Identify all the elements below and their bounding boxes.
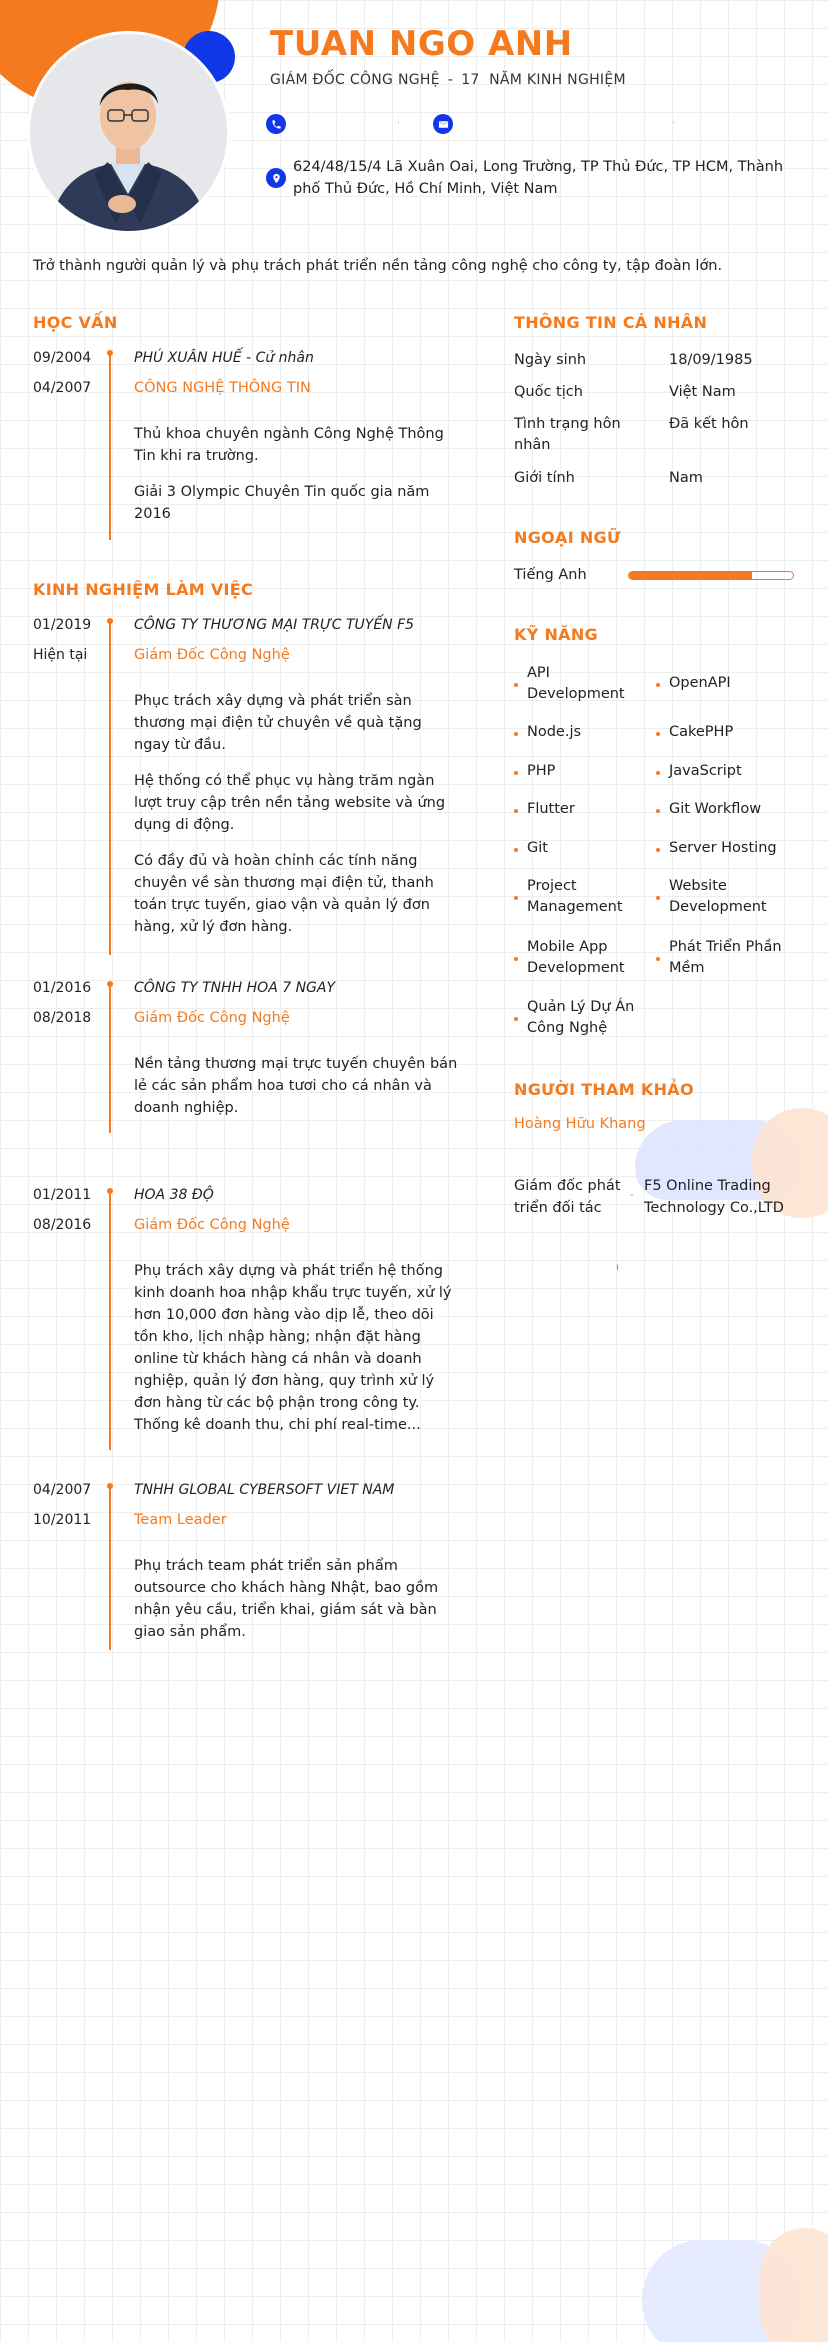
- education-detail: Thủ khoa chuyên ngành Công Nghệ Thông Tin khi ra trường.: [134, 426, 444, 464]
- skill-item: Flutter: [527, 801, 575, 817]
- skill-bullet: [514, 1017, 518, 1021]
- separator: -: [447, 72, 454, 88]
- job-role: Team Leader: [134, 1512, 227, 1528]
- job-role: Giám Đốc Công Nghệ: [134, 1010, 290, 1026]
- skill-bullet: [514, 957, 518, 961]
- address: 624/48/15/4 Lã Xuân Oai, Long Trường, TP Thủ Đức, TP HCM, Thành phố Thủ Đức, Hồ Chí Minh, Việt Nam: [293, 159, 784, 197]
- phone-divider: ·: [397, 118, 401, 129]
- job-detail: Phục trách xây dựng và phát triển sàn thương mại điện tử chuyên về quà tặng ngay từ đầu.: [134, 693, 422, 753]
- skill-bullet: [514, 896, 518, 900]
- person-photo-icon: [30, 34, 227, 231]
- job-timeline-line: [109, 1190, 111, 1450]
- language-level-fill: [629, 572, 752, 579]
- job-title: GIÁM ĐỐC CÔNG NGHỆ: [270, 72, 440, 88]
- school-name: PHÚ XUÂN HUẾ - Cử nhân: [134, 350, 314, 366]
- company-name: CÔNG TY THƯƠNG MẠI TRỰC TUYẾN F5: [134, 617, 415, 633]
- job-title-line: [270, 72, 626, 88]
- reference-company: F5 Online Trading Technology Co.,LTD: [644, 1178, 784, 1216]
- company-name: TNHH GLOBAL CYBERSOFT VIET NAM: [134, 1482, 395, 1498]
- skill-item: Server Hosting: [669, 840, 777, 856]
- job-timeline-dot: [107, 618, 113, 624]
- email-divider: ·: [672, 118, 676, 129]
- skill-bullet: [656, 957, 660, 961]
- job-end-date: 10/2011: [33, 1512, 92, 1528]
- reference-divider: -: [630, 1190, 634, 1201]
- education-start-date: 09/2004: [33, 350, 92, 366]
- experience-heading: KINH NGHIỆM LÀM VIỆC: [33, 580, 254, 599]
- info-label: Ngày sinh: [514, 352, 587, 368]
- skill-item: Phát Triển Phần Mềm: [669, 939, 782, 976]
- candidate-name: TUAN NGO ANH: [270, 24, 573, 64]
- reference-name: Hoàng Hữu Khang: [514, 1116, 646, 1132]
- job-detail: Phụ trách team phát triển sản phẩm outsource cho khách hàng Nhật, bao gồm nhận yêu cầu, triển khai, giám sát và bàn giao sản phẩm.: [134, 1558, 439, 1640]
- job-end-date: Hiện tại: [33, 647, 88, 663]
- info-label: Giới tính: [514, 470, 575, 486]
- years-experience-label: NĂM KINH NGHIỆM: [489, 72, 626, 88]
- skill-item: Git: [527, 840, 548, 856]
- job-timeline-line: [109, 620, 111, 955]
- skill-bullet: [656, 683, 660, 687]
- job-detail: Có đầy đủ và hoàn chỉnh các tính năng chuyên về sàn thương mại điện tử, thanh toán trực tuyến, giao vận và quản lý đơn hàng, xử lý đơn hàng.: [134, 853, 434, 935]
- skill-item: Mobile App Development: [527, 939, 625, 976]
- skill-bullet: [514, 771, 518, 775]
- phone-icon: [266, 114, 286, 134]
- job-start-date: 01/2019: [33, 617, 92, 633]
- avatar: [30, 34, 227, 231]
- skill-bullet: [514, 732, 518, 736]
- job-start-date: 01/2016: [33, 980, 92, 996]
- skill-item: Git Workflow: [669, 801, 762, 817]
- language-level-bar: [628, 571, 794, 580]
- skill-bullet: [656, 771, 660, 775]
- skill-bullet: [656, 809, 660, 813]
- skill-item: Quản Lý Dự Án Công Nghệ: [527, 999, 635, 1036]
- info-value: Nam: [669, 470, 703, 486]
- decorative-orange-blob: [760, 2228, 828, 2342]
- skill-item: OpenAPI: [669, 675, 731, 691]
- skill-item: JavaScript: [669, 763, 742, 779]
- languages-heading: NGOẠI NGỮ: [514, 528, 621, 547]
- education-timeline-dot: [107, 350, 113, 356]
- skill-bullet: [656, 732, 660, 736]
- job-role: Giám Đốc Công Nghệ: [134, 647, 290, 663]
- skill-item: Website Development: [669, 878, 767, 915]
- skill-bullet: [656, 848, 660, 852]
- info-value: 18/09/1985: [669, 352, 753, 368]
- job-start-date: 01/2011: [33, 1187, 92, 1203]
- skill-item: Project Management: [527, 878, 623, 915]
- job-timeline-line: [109, 983, 111, 1133]
- skill-bullet: [514, 848, 518, 852]
- job-timeline-dot: [107, 1483, 113, 1489]
- company-name: HOA 38 ĐỘ: [134, 1187, 214, 1203]
- job-timeline-dot: [107, 1188, 113, 1194]
- references-heading: NGƯỜI THAM KHẢO: [514, 1080, 694, 1099]
- location-pin-icon: [266, 168, 286, 188]
- job-timeline-line: [109, 1485, 111, 1650]
- job-detail: Hệ thống có thể phục vụ hàng trăm ngàn lượt truy cập trên nền tảng website và ứng dụng di động.: [134, 773, 446, 833]
- skills-heading: KỸ NĂNG: [514, 625, 598, 644]
- reference-contact-mark: ı: [616, 1262, 619, 1273]
- skill-bullet: [656, 896, 660, 900]
- skill-item: CakePHP: [669, 724, 734, 740]
- job-start-date: 04/2007: [33, 1482, 92, 1498]
- language-name: Tiếng Anh: [514, 567, 587, 583]
- skill-item: API Development: [527, 665, 625, 702]
- email-icon: [433, 114, 453, 134]
- personal-info-heading: THÔNG TIN CÁ NHÂN: [514, 313, 708, 332]
- job-end-date: 08/2018: [33, 1010, 92, 1026]
- education-end-date: 04/2007: [33, 380, 92, 396]
- skill-bullet: [514, 809, 518, 813]
- job-role: Giám Đốc Công Nghệ: [134, 1217, 290, 1233]
- reference-position: Giám đốc phát triển đối tác: [514, 1178, 621, 1216]
- education-major: CÔNG NGHỆ THÔNG TIN: [134, 380, 311, 396]
- job-detail: Nền tảng thương mại trực tuyến chuyên bán lẻ các sản phẩm hoa tươi cho cá nhân và doanh nghiệp.: [134, 1056, 458, 1116]
- years-experience: 17: [461, 72, 480, 88]
- career-objective: Trở thành người quản lý và phụ trách phát triển nền tảng công nghệ cho công ty, tập đoàn lớn.: [33, 258, 723, 274]
- skill-item: Node.js: [527, 724, 582, 740]
- education-heading: HỌC VẤN: [33, 313, 118, 332]
- job-timeline-dot: [107, 981, 113, 987]
- info-label: Tình trạng hôn nhân: [514, 416, 621, 453]
- job-detail: Phụ trách xây dựng và phát triển hệ thống kinh doanh hoa nhập khẩu trực tuyến, xử lý hơn 10,000 đơn hàng vào dịp lễ, theo dõi tồn kho, lịch nhập hàng; nhận đặt hàng online từ khách hàng cá nhân và doanh nghiệp, quản lý đơn hàng, quy trình xử lý đơn hàng từ các bộ phận trong công ty. Thống kê doanh thu, chi phí real-time...: [134, 1263, 452, 1433]
- company-name: CÔNG TY TNHH HOA 7 NGAY: [134, 980, 336, 996]
- info-value: Việt Nam: [669, 384, 736, 400]
- job-end-date: 08/2016: [33, 1217, 92, 1233]
- skill-item: PHP: [527, 763, 556, 779]
- skill-bullet: [514, 683, 518, 687]
- education-timeline-line: [109, 352, 111, 540]
- info-label: Quốc tịch: [514, 384, 583, 400]
- info-value: Đã kết hôn: [669, 416, 749, 432]
- education-detail: Giải 3 Olympic Chuyên Tin quốc gia năm 2016: [134, 484, 430, 522]
